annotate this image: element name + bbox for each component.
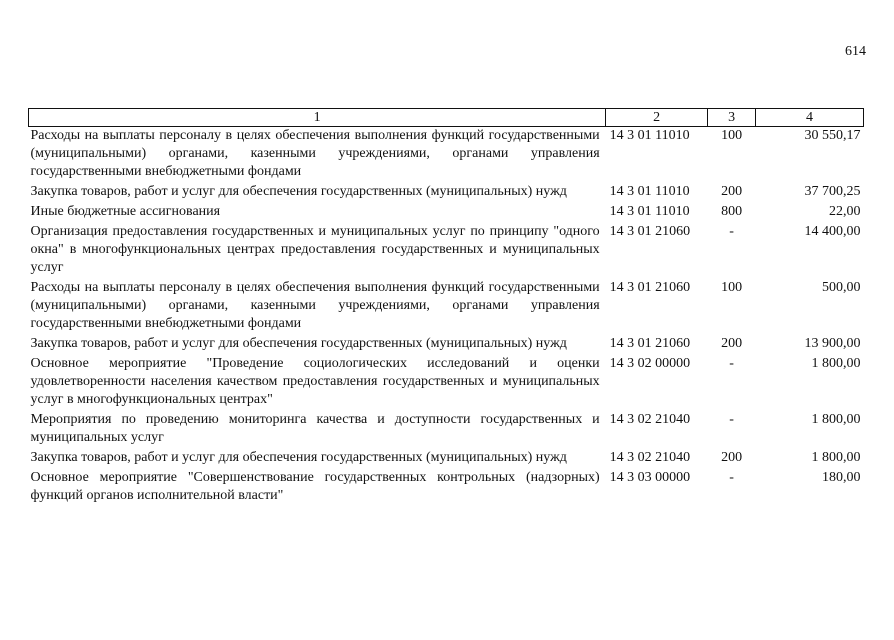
expense-description: Закупка товаров, работ и услуг для обеспечения государственных (муниципальных) нужд <box>30 184 567 199</box>
table-row <box>29 127 864 184</box>
budget-code: 14 3 01 11010 <box>609 184 690 199</box>
budget-code: 14 3 01 11010 <box>609 128 690 143</box>
expense-description: Закупка товаров, работ и услуг для обеспечения государственных (муниципальных) нужд <box>30 450 567 465</box>
expense-description: Расходы на выплаты персоналу в целях обеспечения выполнения функций государственными (муниципальными) органами, казенными учреждениями, органами управления государственными внебюджетными фондами <box>30 128 600 179</box>
budget-code: 14 3 03 00000 <box>609 470 691 485</box>
budget-code: 14 3 02 00000 <box>609 356 691 371</box>
amount: 22,00 <box>829 204 861 219</box>
column-header-1: 1 <box>29 109 606 127</box>
amount: 13 900,00 <box>804 336 861 351</box>
expense-description: Мероприятия по проведению мониторинга качества и доступности государственных и муниципальных услуг <box>30 412 600 445</box>
amount: 1 800,00 <box>811 412 861 427</box>
budget-code: 14 3 02 21040 <box>609 412 691 427</box>
table-row <box>29 449 864 469</box>
amount: 30 550,17 <box>804 128 861 143</box>
table-row <box>29 469 864 507</box>
expense-type: 200 <box>721 450 743 465</box>
expense-description: Основное мероприятие "Совершенствование государственных контрольных (надзорных) функций органов исполнительной власти" <box>30 470 600 503</box>
amount: 1 800,00 <box>811 356 861 371</box>
budget-code: 14 3 01 11010 <box>609 204 690 219</box>
expense-type: - <box>729 470 734 485</box>
column-header-2: 2 <box>606 109 708 127</box>
expense-type: - <box>729 224 734 239</box>
table-row <box>29 355 864 411</box>
table-row <box>29 203 864 223</box>
expense-description: Расходы на выплаты персоналу в целях обеспечения выполнения функций государственными (муниципальными) органами, казенными учреждениями, органами управления государственными внебюджетными фондами <box>30 280 600 331</box>
expense-type: - <box>729 356 734 371</box>
budget-code: 14 3 01 21060 <box>609 224 691 239</box>
table-row <box>29 183 864 203</box>
table-row <box>29 223 864 279</box>
amount: 180,00 <box>822 470 861 485</box>
expense-type: 800 <box>721 204 743 219</box>
expense-description: Основное мероприятие "Проведение социологических исследований и оценки удовлетворенности населения качеством предоставления государственных и муниципальных услуг в многофункциональных центрах" <box>30 356 600 407</box>
amount: 1 800,00 <box>811 450 861 465</box>
expense-description: Организация предоставления государственных и муниципальных услуг по принципу "одного окна" в многофункциональных центрах предоставления государственных и муниципальных услуг <box>30 224 600 275</box>
expense-description: Иные бюджетные ассигнования <box>30 204 221 219</box>
expense-type: 200 <box>721 336 743 351</box>
amount: 37 700,25 <box>804 184 861 199</box>
column-header-3: 3 <box>708 109 756 127</box>
budget-table <box>28 108 864 507</box>
expense-type: 100 <box>721 128 743 143</box>
table-row <box>29 335 864 355</box>
table-header-row <box>29 109 864 127</box>
expense-type: 100 <box>721 280 743 295</box>
budget-code: 14 3 01 21060 <box>609 336 691 351</box>
column-header-4: 4 <box>756 109 864 127</box>
expense-type: 200 <box>721 184 743 199</box>
budget-code: 14 3 02 21040 <box>609 450 691 465</box>
expense-description: Закупка товаров, работ и услуг для обеспечения государственных (муниципальных) нужд <box>30 336 567 351</box>
table-row <box>29 279 864 335</box>
expense-type: - <box>729 412 734 427</box>
amount: 500,00 <box>822 280 861 295</box>
budget-code: 14 3 01 21060 <box>609 280 691 295</box>
amount: 14 400,00 <box>804 224 861 239</box>
page-number: 614 <box>845 44 866 59</box>
table-row <box>29 411 864 449</box>
